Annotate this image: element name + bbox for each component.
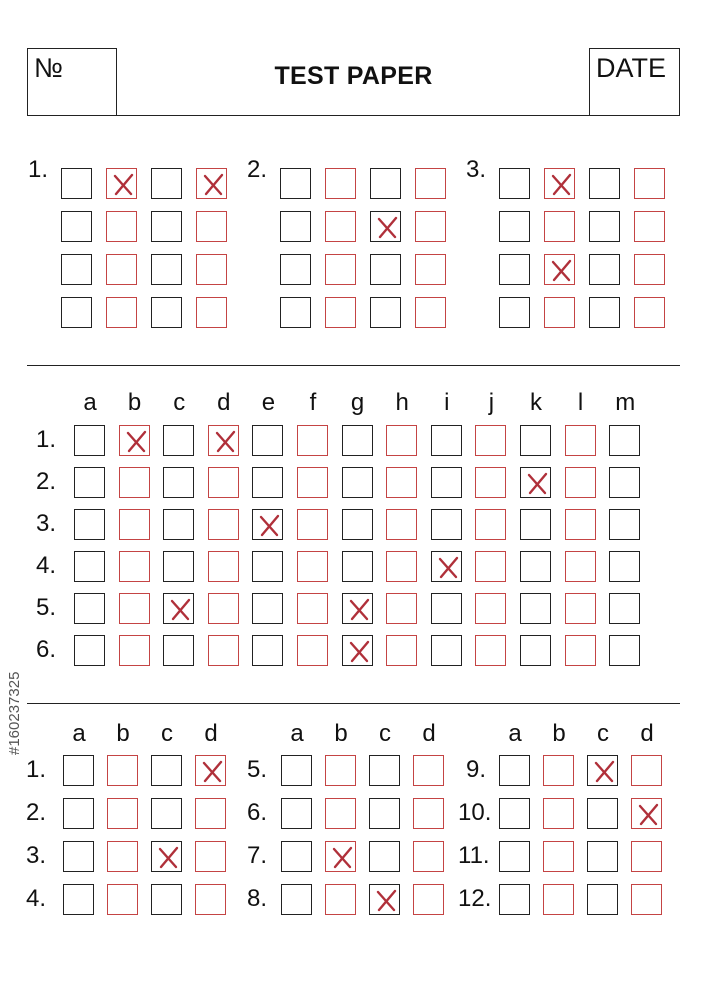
- answer-box[interactable]: [151, 841, 182, 872]
- answer-box[interactable]: [119, 467, 150, 498]
- answer-box[interactable]: [431, 425, 462, 456]
- answer-box[interactable]: [163, 635, 194, 666]
- answer-box[interactable]: [386, 635, 417, 666]
- answer-box[interactable]: [520, 551, 551, 582]
- answer-box[interactable]: [325, 884, 356, 915]
- column-header: a: [83, 389, 97, 416]
- check-mark-icon: [253, 510, 284, 541]
- answer-box[interactable]: [252, 593, 283, 624]
- answer-box[interactable]: [151, 798, 182, 829]
- answer-box[interactable]: [386, 509, 417, 540]
- answer-box[interactable]: [475, 551, 506, 582]
- answer-box[interactable]: [499, 168, 530, 199]
- answer-box[interactable]: [589, 254, 620, 285]
- answer-box[interactable]: [609, 593, 640, 624]
- answer-box[interactable]: [565, 593, 596, 624]
- question-number: 2.: [247, 156, 268, 183]
- page-title: TEST PAPER: [274, 62, 433, 90]
- question-number: 3.: [466, 156, 487, 183]
- header-divider: [117, 115, 589, 116]
- answer-box[interactable]: [631, 798, 662, 829]
- answer-box[interactable]: [499, 254, 530, 285]
- column-header: j: [488, 389, 495, 416]
- answer-box[interactable]: [634, 211, 665, 242]
- answer-box[interactable]: [370, 254, 401, 285]
- answer-box[interactable]: [208, 467, 239, 498]
- answer-box[interactable]: [342, 635, 373, 666]
- answer-box[interactable]: [475, 467, 506, 498]
- answer-box[interactable]: [386, 551, 417, 582]
- answer-box[interactable]: [74, 551, 105, 582]
- answer-box[interactable]: [151, 755, 182, 786]
- column-header: i: [444, 389, 450, 416]
- answer-box[interactable]: [208, 635, 239, 666]
- answer-box[interactable]: [196, 254, 227, 285]
- column-header: a: [72, 720, 86, 747]
- answer-box[interactable]: [252, 509, 283, 540]
- answer-box[interactable]: [543, 884, 574, 915]
- question-number: 7.: [247, 842, 268, 869]
- answer-box[interactable]: [431, 551, 462, 582]
- answer-box[interactable]: [342, 551, 373, 582]
- column-header: e: [261, 389, 276, 416]
- answer-box[interactable]: [565, 425, 596, 456]
- row-number: 1.: [36, 426, 57, 453]
- answer-box[interactable]: [609, 467, 640, 498]
- answer-box[interactable]: [163, 425, 194, 456]
- answer-box[interactable]: [370, 297, 401, 328]
- column-header: b: [334, 720, 348, 747]
- section-divider-2: [27, 703, 680, 704]
- answer-box[interactable]: [544, 254, 575, 285]
- answer-box[interactable]: [196, 297, 227, 328]
- answer-box[interactable]: [499, 798, 530, 829]
- column-header: f: [309, 389, 317, 416]
- answer-box[interactable]: [543, 755, 574, 786]
- column-header: b: [127, 389, 142, 416]
- check-mark-icon: [521, 468, 552, 499]
- answer-box[interactable]: [520, 635, 551, 666]
- answer-box[interactable]: [74, 509, 105, 540]
- answer-box[interactable]: [431, 635, 462, 666]
- answer-box[interactable]: [413, 884, 444, 915]
- answer-box[interactable]: [297, 635, 328, 666]
- answer-box[interactable]: [634, 168, 665, 199]
- answer-box[interactable]: [297, 593, 328, 624]
- answer-box[interactable]: [589, 211, 620, 242]
- row-number: 3.: [36, 510, 57, 537]
- answer-box[interactable]: [634, 297, 665, 328]
- answer-box[interactable]: [119, 509, 150, 540]
- answer-box[interactable]: [609, 635, 640, 666]
- question-number: 5.: [247, 756, 268, 783]
- answer-box[interactable]: [589, 168, 620, 199]
- question-number: 9.: [466, 756, 487, 783]
- answer-box[interactable]: [297, 425, 328, 456]
- answer-box[interactable]: [369, 755, 400, 786]
- answer-box[interactable]: [151, 254, 182, 285]
- answer-box[interactable]: [119, 425, 150, 456]
- answer-box[interactable]: [280, 254, 311, 285]
- answer-box[interactable]: [587, 841, 618, 872]
- answer-box[interactable]: [325, 211, 356, 242]
- check-mark-icon: [545, 169, 576, 200]
- date-label: DATE: [596, 53, 667, 83]
- answer-box[interactable]: [369, 798, 400, 829]
- answer-box[interactable]: [325, 168, 356, 199]
- answer-box[interactable]: [499, 297, 530, 328]
- column-header: a: [290, 720, 304, 747]
- answer-box[interactable]: [163, 551, 194, 582]
- answer-box[interactable]: [325, 254, 356, 285]
- answer-box[interactable]: [413, 755, 444, 786]
- answer-box[interactable]: [61, 168, 92, 199]
- answer-box[interactable]: [342, 509, 373, 540]
- column-header: c: [597, 720, 609, 747]
- answer-box[interactable]: [196, 211, 227, 242]
- answer-box[interactable]: [208, 551, 239, 582]
- answer-box[interactable]: [499, 841, 530, 872]
- answer-box[interactable]: [281, 798, 312, 829]
- date-box[interactable]: [589, 48, 680, 116]
- answer-box[interactable]: [252, 467, 283, 498]
- answer-box[interactable]: [369, 841, 400, 872]
- row-number: 5.: [36, 594, 57, 621]
- answer-box[interactable]: [565, 467, 596, 498]
- check-mark-icon: [120, 426, 151, 457]
- question-number: 6.: [247, 799, 268, 826]
- answer-box[interactable]: [106, 297, 137, 328]
- answer-box[interactable]: [415, 168, 446, 199]
- question-number: 1.: [26, 756, 47, 783]
- question-number: 11.: [458, 842, 490, 869]
- column-header: c: [379, 720, 391, 747]
- answer-box[interactable]: [342, 467, 373, 498]
- answer-box[interactable]: [386, 593, 417, 624]
- row-number: 2.: [36, 468, 57, 495]
- answer-box[interactable]: [520, 593, 551, 624]
- answer-box[interactable]: [543, 841, 574, 872]
- question-number: 4.: [26, 885, 47, 912]
- answer-box[interactable]: [369, 884, 400, 915]
- answer-box[interactable]: [370, 211, 401, 242]
- answer-box[interactable]: [631, 884, 662, 915]
- answer-box[interactable]: [151, 884, 182, 915]
- answer-box[interactable]: [342, 593, 373, 624]
- number-label: №: [34, 53, 63, 83]
- answer-box[interactable]: [280, 168, 311, 199]
- check-mark-icon: [370, 885, 401, 916]
- check-mark-icon: [209, 426, 240, 457]
- answer-box[interactable]: [415, 297, 446, 328]
- answer-box[interactable]: [195, 841, 226, 872]
- check-mark-icon: [343, 636, 374, 667]
- answer-box[interactable]: [325, 841, 356, 872]
- answer-box[interactable]: [61, 254, 92, 285]
- check-mark-icon: [545, 255, 576, 286]
- answer-box[interactable]: [163, 509, 194, 540]
- check-mark-icon: [164, 594, 195, 625]
- answer-box[interactable]: [587, 884, 618, 915]
- answer-box[interactable]: [386, 425, 417, 456]
- answer-box[interactable]: [195, 884, 226, 915]
- answer-box[interactable]: [196, 168, 227, 199]
- answer-box[interactable]: [74, 467, 105, 498]
- answer-box[interactable]: [195, 755, 226, 786]
- answer-box[interactable]: [631, 841, 662, 872]
- answer-box[interactable]: [74, 593, 105, 624]
- answer-box[interactable]: [297, 551, 328, 582]
- answer-box[interactable]: [252, 425, 283, 456]
- answer-box[interactable]: [151, 297, 182, 328]
- answer-box[interactable]: [386, 467, 417, 498]
- answer-box[interactable]: [565, 635, 596, 666]
- check-mark-icon: [432, 552, 463, 583]
- answer-box[interactable]: [520, 467, 551, 498]
- column-header: b: [116, 720, 130, 747]
- answer-box[interactable]: [543, 798, 574, 829]
- answer-box[interactable]: [499, 755, 530, 786]
- check-mark-icon: [152, 842, 183, 873]
- answer-box[interactable]: [107, 755, 138, 786]
- answer-box[interactable]: [63, 841, 94, 872]
- check-mark-icon: [371, 212, 402, 243]
- answer-box[interactable]: [106, 168, 137, 199]
- answer-box[interactable]: [163, 467, 194, 498]
- row-number: 4.: [36, 552, 57, 579]
- answer-box[interactable]: [325, 755, 356, 786]
- answer-box[interactable]: [151, 168, 182, 199]
- answer-box[interactable]: [589, 297, 620, 328]
- answer-box[interactable]: [195, 798, 226, 829]
- column-header: a: [508, 720, 522, 747]
- section-divider-1: [27, 365, 680, 366]
- answer-box[interactable]: [107, 884, 138, 915]
- answer-box[interactable]: [119, 551, 150, 582]
- answer-box[interactable]: [208, 593, 239, 624]
- answer-box[interactable]: [281, 884, 312, 915]
- answer-box[interactable]: [208, 425, 239, 456]
- answer-box[interactable]: [281, 755, 312, 786]
- answer-box[interactable]: [415, 254, 446, 285]
- column-header: c: [161, 720, 173, 747]
- answer-box[interactable]: [475, 635, 506, 666]
- answer-box[interactable]: [609, 425, 640, 456]
- answer-box[interactable]: [370, 168, 401, 199]
- check-mark-icon: [326, 842, 357, 873]
- answer-box[interactable]: [413, 798, 444, 829]
- answer-box[interactable]: [544, 168, 575, 199]
- answer-box[interactable]: [520, 509, 551, 540]
- answer-box[interactable]: [252, 551, 283, 582]
- answer-box[interactable]: [565, 509, 596, 540]
- column-header: l: [577, 389, 584, 416]
- column-header: d: [217, 389, 231, 416]
- answer-box[interactable]: [431, 467, 462, 498]
- column-header: d: [422, 720, 436, 747]
- answer-box[interactable]: [106, 254, 137, 285]
- answer-box[interactable]: [63, 798, 94, 829]
- answer-box[interactable]: [325, 798, 356, 829]
- check-mark-icon: [107, 169, 138, 200]
- answer-box[interactable]: [475, 425, 506, 456]
- answer-box[interactable]: [499, 884, 530, 915]
- answer-box[interactable]: [565, 551, 596, 582]
- answer-box[interactable]: [609, 509, 640, 540]
- column-header: k: [530, 389, 542, 416]
- answer-box[interactable]: [151, 211, 182, 242]
- answer-box[interactable]: [74, 635, 105, 666]
- column-header: h: [395, 389, 409, 416]
- column-header: d: [204, 720, 218, 747]
- answer-box[interactable]: [415, 211, 446, 242]
- answer-box[interactable]: [475, 593, 506, 624]
- answer-box[interactable]: [475, 509, 506, 540]
- answer-box[interactable]: [280, 297, 311, 328]
- answer-box[interactable]: [61, 211, 92, 242]
- question-number: 3.: [26, 842, 47, 869]
- answer-box[interactable]: [587, 755, 618, 786]
- question-number: 2.: [26, 799, 47, 826]
- check-mark-icon: [632, 799, 663, 830]
- check-mark-icon: [343, 594, 374, 625]
- question-number: 12.: [458, 885, 492, 912]
- answer-box[interactable]: [106, 211, 137, 242]
- answer-box[interactable]: [431, 509, 462, 540]
- answer-box[interactable]: [208, 509, 239, 540]
- answer-box[interactable]: [297, 509, 328, 540]
- stock-id: #160237325: [6, 671, 23, 755]
- column-header: c: [173, 389, 186, 416]
- answer-box[interactable]: [520, 425, 551, 456]
- answer-box[interactable]: [74, 425, 105, 456]
- answer-box[interactable]: [63, 755, 94, 786]
- answer-box[interactable]: [634, 254, 665, 285]
- answer-box[interactable]: [107, 798, 138, 829]
- question-number: 8.: [247, 885, 268, 912]
- answer-box[interactable]: [544, 297, 575, 328]
- answer-box[interactable]: [297, 467, 328, 498]
- answer-box[interactable]: [63, 884, 94, 915]
- answer-box[interactable]: [281, 841, 312, 872]
- answer-box[interactable]: [163, 593, 194, 624]
- answer-box[interactable]: [413, 841, 444, 872]
- answer-box[interactable]: [431, 593, 462, 624]
- column-header: d: [640, 720, 654, 747]
- answer-box[interactable]: [325, 297, 356, 328]
- answer-box[interactable]: [631, 755, 662, 786]
- answer-box[interactable]: [107, 841, 138, 872]
- answer-box[interactable]: [280, 211, 311, 242]
- answer-box[interactable]: [609, 551, 640, 582]
- answer-box[interactable]: [61, 297, 92, 328]
- answer-box[interactable]: [119, 593, 150, 624]
- answer-box[interactable]: [544, 211, 575, 242]
- column-header: b: [552, 720, 566, 747]
- question-number: 1.: [28, 156, 49, 183]
- answer-box[interactable]: [119, 635, 150, 666]
- question-number: 10.: [458, 799, 492, 826]
- check-mark-icon: [588, 756, 619, 787]
- answer-box[interactable]: [342, 425, 373, 456]
- check-mark-icon: [197, 169, 228, 200]
- row-number: 6.: [36, 636, 57, 663]
- column-header: m: [615, 389, 636, 416]
- answer-box[interactable]: [499, 211, 530, 242]
- check-mark-icon: [196, 756, 227, 787]
- answer-box[interactable]: [252, 635, 283, 666]
- column-header: g: [350, 389, 365, 416]
- answer-box[interactable]: [587, 798, 618, 829]
